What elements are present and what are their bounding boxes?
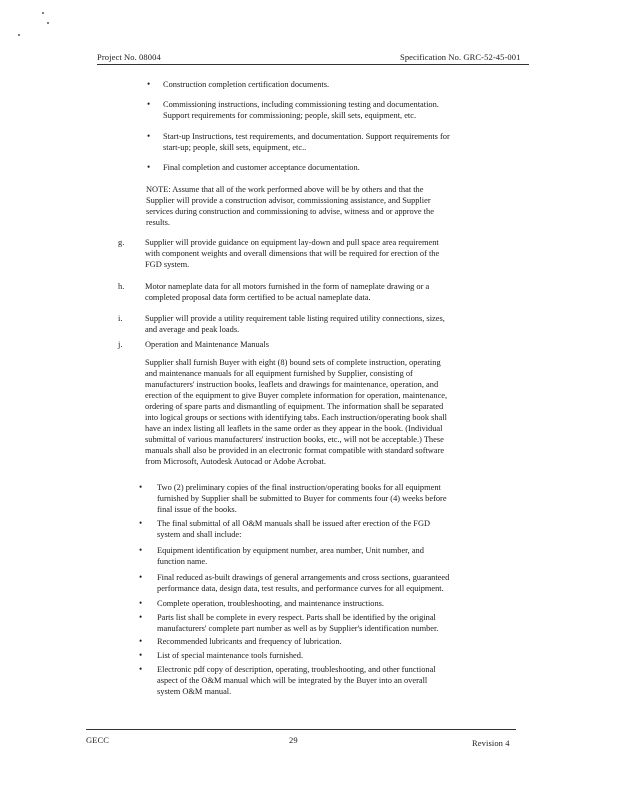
footer-org: GECC [86, 735, 110, 745]
bullet-marker: • [139, 598, 143, 608]
bullet-marker: • [139, 650, 143, 660]
om-bullet-5: Complete operation, troubleshooting, and maintenance instructions. [157, 599, 385, 608]
om-bullet-1: Two (2) preliminary copies of the final instruction/operating books for all equipment furnished by Supplier shall be submitted to Buyer for comments four (4) weeks before final issue of the books. [157, 483, 447, 514]
list-item-top-4: Final completion and customer acceptance documentation. [163, 163, 360, 172]
item-label-j: j. [118, 340, 123, 349]
bullet-marker: • [147, 131, 151, 141]
bullet-marker: • [147, 162, 151, 172]
scan-speck [18, 34, 20, 36]
scan-speck [47, 22, 49, 24]
header-project-number: Project No. 08004 [97, 52, 161, 62]
bullet-marker: • [139, 518, 143, 528]
om-bullet-2: The final submittal of all O&M manuals shall be issued after erection of the FGD system and shall include: [157, 519, 431, 539]
header-specification-number: Specification No. GRC-52-45-001 [400, 52, 521, 62]
item-label-i: i. [118, 314, 123, 323]
om-bullet-8: List of special maintenance tools furnished. [157, 651, 304, 660]
bullet-marker: • [147, 99, 151, 109]
footer-revision: Revision 4 [472, 738, 510, 748]
header-rule [97, 64, 529, 65]
footer-page-number: 29 [289, 735, 298, 745]
bullet-marker: • [147, 79, 151, 89]
list-item-top-1: Construction completion certification documents. [163, 80, 330, 89]
item-label-h: h. [118, 282, 125, 291]
item-g-text: Supplier will provide guidance on equipment lay-down and pull space area requirement with component weights and overall dimensions that will be required for erection of the FGD system. [145, 238, 440, 269]
om-bullet-7: Recommended lubricants and frequency of lubrication. [157, 637, 342, 646]
bullet-marker: • [139, 664, 143, 674]
om-bullet-6: Parts list shall be complete in every respect. Parts shall be identified by the original manufacturers' complete part number as well as by Supplier's identification number. [157, 613, 439, 633]
bullet-marker: • [139, 482, 143, 492]
om-bullet-3: Equipment identification by equipment number, area number, Unit number, and function name. [157, 546, 424, 566]
item-h-text: Motor nameplate data for all motors furnished in the form of nameplate drawing or a completed proposal data form certified to be actual nameplate data. [145, 282, 430, 302]
om-paragraph: Supplier shall furnish Buyer with eight (8) bound sets of complete instruction, operating and maintenance manuals for all equipment furnished by Supplier, consisting of manufacturers' instruction books, leaflets and drawings for maintenance, operation, and erection of the equipment to give Buyer complete information for operation, maintenance, ordering of spare parts and dismantling of equipment. The information shall be separated into logical groups or sections with identifying tabs. Each instruction/operating book shall have an index listing all leaflets in the same order as they appear in the book. (Individual submittal of various manufacturers' instruction books, etc., will not be acceptable.) These manuals shall also be provided in an electronic format compatible with standard software from Microsoft, Autodesk Autocad or Adobe Acrobat. [145, 358, 448, 466]
om-bullet-9: Electronic pdf copy of description, operating, troubleshooting, and other functional aspect of the O&M manual which will be integrated by the Buyer into an overall system O&M manual. [157, 665, 436, 696]
item-j-heading: Operation and Maintenance Manuals [145, 340, 269, 349]
om-bullet-4: Final reduced as-built drawings of general arrangements and cross sections, guaranteed performance data, design data, test results, and performance curves for all equipment. [157, 573, 450, 593]
item-label-g: g. [118, 238, 125, 247]
list-item-top-3: Start-up Instructions, test requirements, and documentation. Support requirements for start-up; people, skill sets, equipment, etc.. [163, 132, 450, 152]
list-item-top-2: Commissioning instructions, including commissioning testing and documentation. Support requirements for commissioning; people, skill sets, equipment, etc. [163, 100, 439, 120]
footer-rule [86, 729, 516, 730]
bullet-marker: • [139, 572, 143, 582]
note-paragraph: NOTE: Assume that all of the work performed above will be by others and that the Supplier will provide a construction advisor, commissioning assistance, and Supplier services during construction and commissioning to advise, witness and or approve the results. [146, 185, 434, 227]
bullet-marker: • [139, 636, 143, 646]
item-i-text: Supplier will provide a utility requirement table listing required utility connections, sizes, and average and peak loads. [145, 314, 445, 334]
scan-speck [42, 12, 44, 14]
bullet-marker: • [139, 545, 143, 555]
bullet-marker: • [139, 612, 143, 622]
